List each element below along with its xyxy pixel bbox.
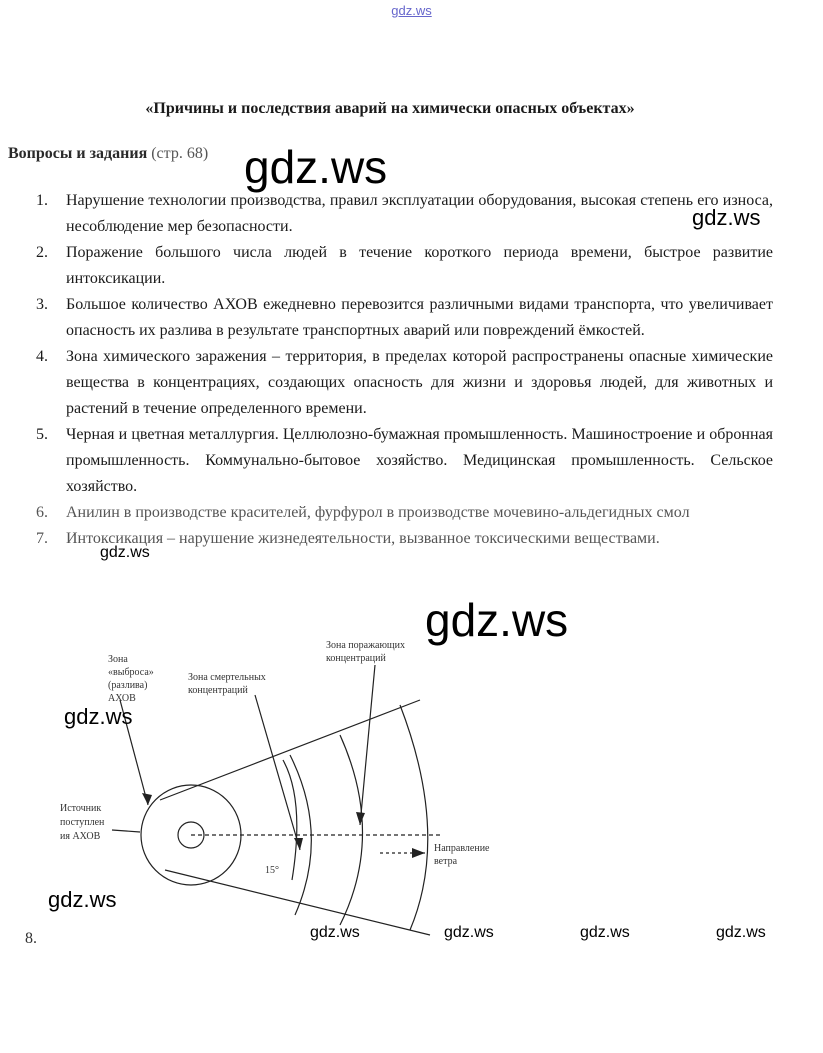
watermark: gdz.ws [692, 205, 761, 230]
answer-number: 2. [36, 244, 48, 261]
answer-text: Зона химического заражения – территория, в пределах которой распространены опасные химические вещества в концентрациях, создающих опасность для жизни и здоровья людей, для животных и растений в течение определенного времени. [66, 348, 773, 417]
wind-label-line: Направление [434, 843, 490, 854]
source-pointer [112, 830, 140, 832]
release-zone-label-line: АХОВ [108, 693, 136, 704]
angle-label: 15° [265, 865, 279, 876]
watermark: gdz.ws [716, 924, 766, 941]
answer-text: Нарушение технологии производства, правил эксплуатации оборудования, высокая степень его износа, несоблюдение мер безопасности. [66, 192, 773, 235]
watermark: gdz.ws [310, 924, 360, 941]
source-label-line: ия АХОВ [60, 831, 101, 842]
upper-boundary-line [160, 700, 420, 800]
watermark: gdz.ws [580, 924, 630, 941]
answer-text: Анилин в производстве красителей, фурфурол в производстве мочевино-альдегидных смол [66, 504, 690, 521]
angle-arc [283, 760, 297, 880]
answer-number: 5. [36, 426, 48, 443]
damage-zone-label-line: Зона поражающих [326, 640, 405, 651]
answer-text: Интоксикация – нарушение жизнедеятельности, вызванное токсическими веществами. [66, 530, 660, 547]
release-zone-label-line: (разлива) [108, 680, 148, 691]
watermark: gdz.ws [64, 704, 133, 729]
lower-boundary-line [165, 870, 430, 935]
wind-arrow-head [412, 848, 425, 858]
damage-zone-label-line: концентраций [326, 653, 386, 664]
lethal-zone-pointer [255, 695, 300, 850]
page-title: «Причины и последствия аварий на химически опасных объектах» [145, 100, 635, 117]
answer-number: 1. [36, 192, 48, 209]
damage-zone-arc-outer [400, 705, 428, 930]
answer-text: Большое количество АХОВ ежедневно перевозится различными видами транспорта, что увеличивает опасность их разлива в результате транспортных аварий или повреждений ёмкостей. [66, 296, 773, 339]
lethal-zone-arc [290, 755, 311, 915]
watermark: gdz.ws [48, 887, 117, 912]
damage-pointer-head [356, 812, 365, 825]
answer-number: 7. [36, 530, 48, 547]
release-zone-label-line: Зона [108, 654, 128, 665]
release-zone-label-line: «выброса» [108, 667, 154, 678]
wind-label-line: ветра [434, 856, 458, 867]
lethal-zone-label-line: Зона смертельных [188, 672, 266, 683]
damage-zone-arc-inner [340, 735, 363, 925]
top-site-link[interactable]: gdz.ws [391, 3, 432, 18]
damage-zone-pointer [360, 665, 375, 825]
section-page-ref: (стр. 68) [151, 145, 209, 162]
watermark: gdz.ws [425, 594, 569, 646]
source-label-line: поступлен [60, 817, 105, 828]
watermark: gdz.ws [100, 544, 150, 561]
page-number: 8. [25, 930, 37, 947]
source-label-line: Источник [60, 803, 102, 814]
section-label: Вопросы и задания [8, 145, 148, 162]
answer-number: 4. [36, 348, 48, 365]
watermark: gdz.ws [244, 141, 388, 193]
lethal-zone-label-line: концентраций [188, 685, 248, 696]
answer-text: Черная и цветная металлургия. Целлюлозно-бумажная промышленность. Машиностроение и обронная промышленность. Коммунально-бытовое хозяйство. Медицинская промышленность. Сельское хозяйство. [66, 426, 773, 495]
answer-number: 3. [36, 296, 48, 313]
answer-number: 6. [36, 504, 48, 521]
watermark: gdz.ws [444, 924, 494, 941]
answer-text: Поражение большого числа людей в течение короткого периода времени, быстрое развитие интоксикации. [66, 244, 773, 287]
